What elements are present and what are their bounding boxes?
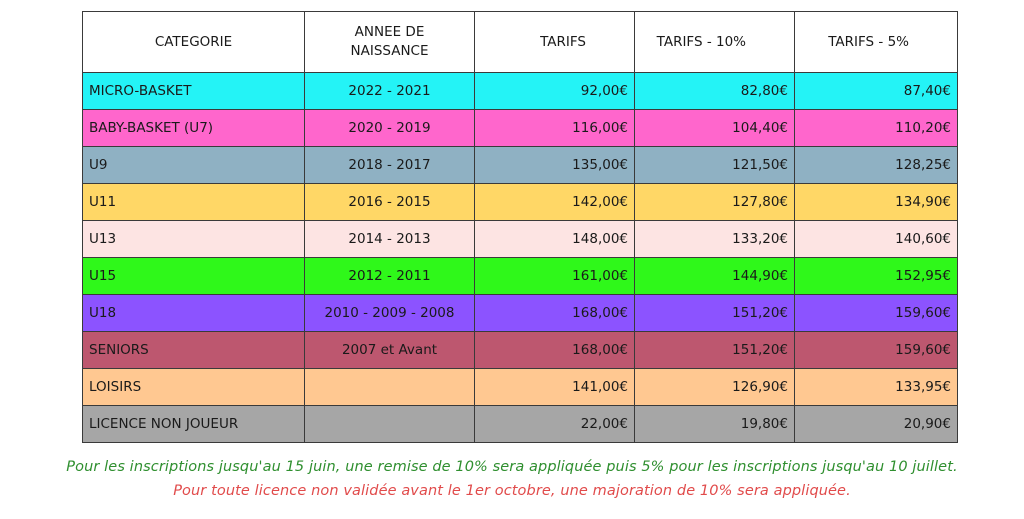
tarifs-table: [82, 11, 958, 443]
header-row: [83, 12, 958, 73]
tarif-cell: 135,00€: [475, 147, 635, 184]
birth-year-cell: 2012 - 2011: [305, 258, 475, 295]
birth-year-cell: 2010 - 2009 - 2008: [305, 295, 475, 332]
header-tarifs-5: TARIFS - 5%: [795, 12, 958, 73]
header-categorie: CATEGORIE: [83, 12, 305, 73]
category-cell: U15: [83, 258, 305, 295]
birth-year-cell: 2014 - 2013: [305, 221, 475, 258]
birth-year-cell: 2016 - 2015: [305, 184, 475, 221]
category-cell: BABY-BASKET (U7): [83, 110, 305, 147]
table-row: [83, 147, 958, 184]
tarif-cell: 22,00€: [475, 406, 635, 443]
table-row: [83, 406, 958, 443]
tarif-cell: 141,00€: [475, 369, 635, 406]
tarif-10-cell: 82,80€: [635, 73, 795, 110]
tarif-10-cell: 126,90€: [635, 369, 795, 406]
birth-year-cell: [305, 369, 475, 406]
tarif-cell: 148,00€: [475, 221, 635, 258]
table-row: [83, 110, 958, 147]
table-row: [83, 295, 958, 332]
category-cell: U13: [83, 221, 305, 258]
tarif-5-cell: 134,90€: [795, 184, 958, 221]
tarif-5-cell: 159,60€: [795, 332, 958, 369]
birth-year-cell: 2020 - 2019: [305, 110, 475, 147]
birth-year-cell: 2018 - 2017: [305, 147, 475, 184]
table-row: [83, 73, 958, 110]
tarif-cell: 168,00€: [475, 295, 635, 332]
table-row: [83, 369, 958, 406]
tarif-5-cell: 87,40€: [795, 73, 958, 110]
tarif-10-cell: 144,90€: [635, 258, 795, 295]
header-annee: ANNEE DE NAISSANCE: [305, 12, 475, 73]
tarif-10-cell: 121,50€: [635, 147, 795, 184]
category-cell: LICENCE NON JOUEUR: [83, 406, 305, 443]
tarif-5-cell: 152,95€: [795, 258, 958, 295]
note-majoration: Pour toute licence non validée avant le 1er octobre, une majoration de 10% sera appliquée.: [173, 483, 851, 499]
category-cell: U9: [83, 147, 305, 184]
tarif-10-cell: 151,20€: [635, 332, 795, 369]
note-remise: Pour les inscriptions jusqu'au 15 juin, une remise de 10% sera appliquée puis 5% pour les inscriptions jusqu'au 10 juillet.: [66, 459, 958, 475]
tarif-5-cell: 159,60€: [795, 295, 958, 332]
tarif-10-cell: 104,40€: [635, 110, 795, 147]
tarif-10-cell: 19,80€: [635, 406, 795, 443]
tarif-cell: 161,00€: [475, 258, 635, 295]
category-cell: MICRO-BASKET: [83, 73, 305, 110]
header-tarifs: TARIFS: [475, 12, 635, 73]
table-row: [83, 258, 958, 295]
tarif-5-cell: 128,25€: [795, 147, 958, 184]
header-tarifs-10: TARIFS - 10%: [635, 12, 795, 73]
table-row: [83, 332, 958, 369]
tarif-cell: 116,00€: [475, 110, 635, 147]
tarif-cell: 92,00€: [475, 73, 635, 110]
table-row: [83, 221, 958, 258]
birth-year-cell: [305, 406, 475, 443]
tarif-10-cell: 151,20€: [635, 295, 795, 332]
tarif-5-cell: 133,95€: [795, 369, 958, 406]
tarif-5-cell: 140,60€: [795, 221, 958, 258]
tarif-5-cell: 20,90€: [795, 406, 958, 443]
category-cell: U11: [83, 184, 305, 221]
birth-year-cell: 2007 et Avant: [305, 332, 475, 369]
tarif-10-cell: 133,20€: [635, 221, 795, 258]
category-cell: SENIORS: [83, 332, 305, 369]
category-cell: U18: [83, 295, 305, 332]
tarif-10-cell: 127,80€: [635, 184, 795, 221]
birth-year-cell: 2022 - 2021: [305, 73, 475, 110]
table-row: [83, 184, 958, 221]
category-cell: LOISIRS: [83, 369, 305, 406]
tarif-5-cell: 110,20€: [795, 110, 958, 147]
tarif-cell: 168,00€: [475, 332, 635, 369]
tarif-cell: 142,00€: [475, 184, 635, 221]
